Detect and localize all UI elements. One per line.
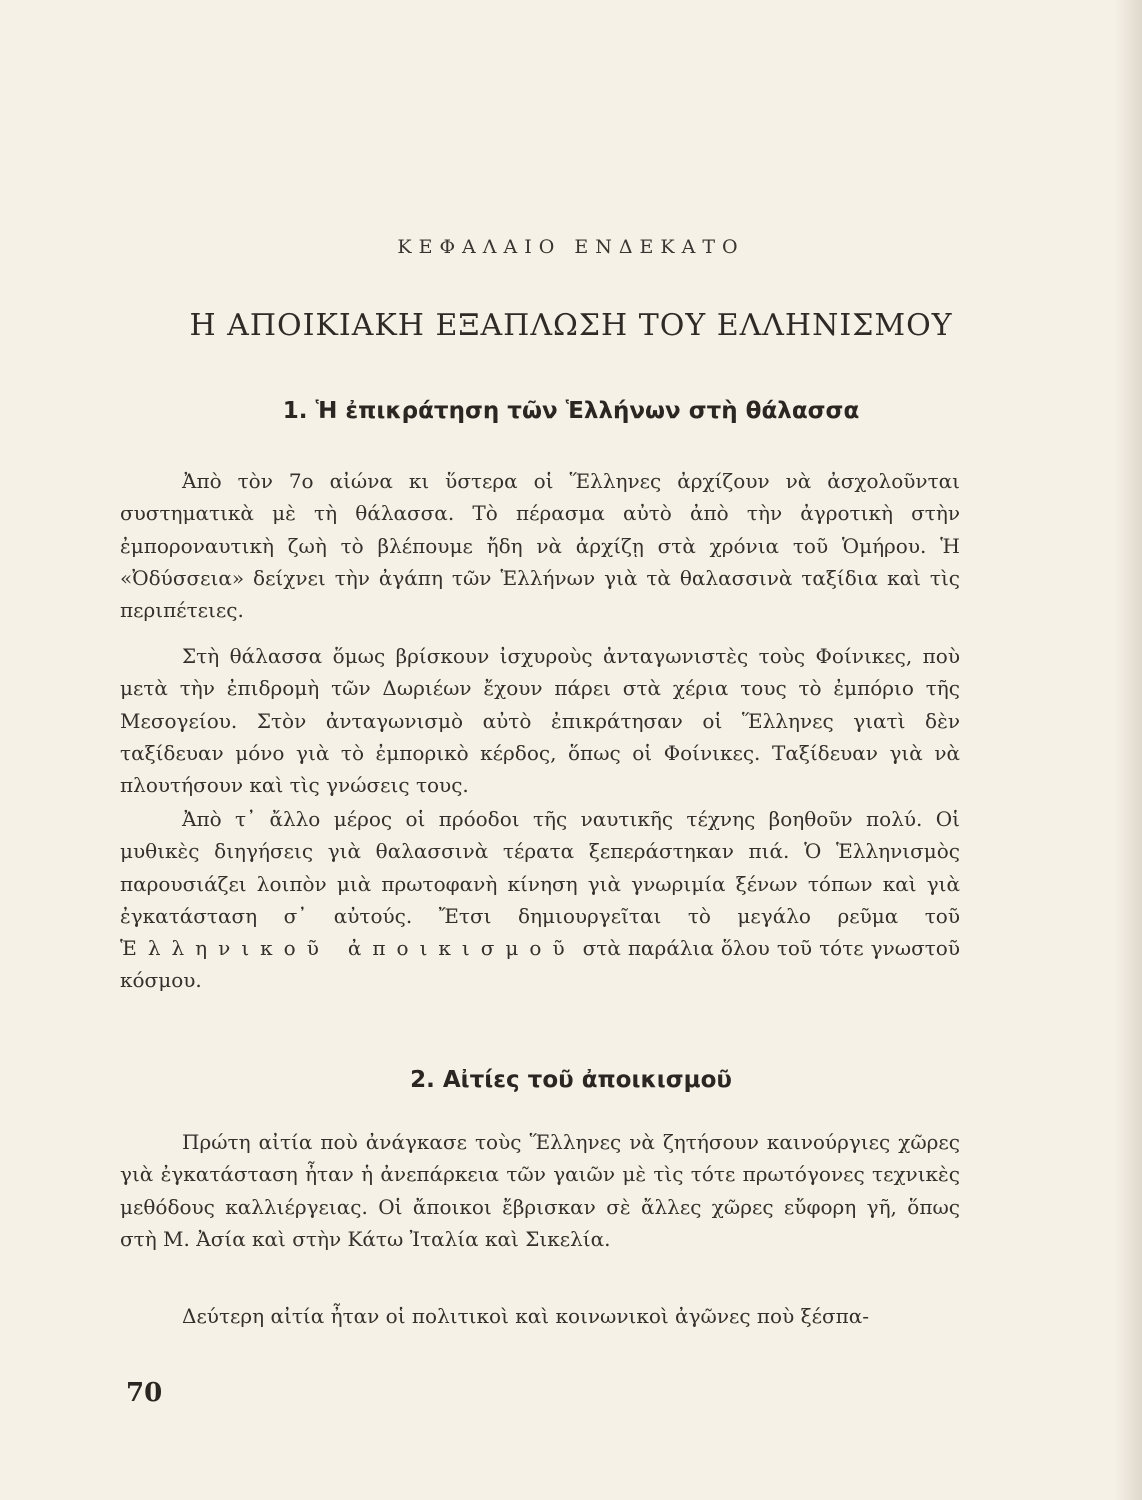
emphasized-phrase: Ἑλληνικοῦ ἀποικισμοῦ [120,936,576,961]
page-number: 70 [126,1378,163,1408]
paragraph: Στὴ θάλασσα ὅμως βρίσκουν ἰσχυροὺς ἀνταγωνιστὲς τοὺς Φοίνικες, ποὺ μετὰ τὴν ἐπιδρομὴ τῶν Δωριέων ἔχουν πάρει στὰ χέρια τους τὸ ἐμπόριο τῆς Μεσογείου. Στὸν ἀνταγωνισμὸ αὐτὸ ἐπικράτησαν οἱ Ἕλληνες γιατὶ δὲν ταξίδευαν μόνο γιὰ τὸ ἐμπορικὸ κέρδος, ὅπως οἱ Φοίνικες. Ταξίδευαν γιὰ νὰ πλουτήσουν καὶ τὶς γνώσεις τους. [120,644,960,798]
paragraph-text: Ἀπὸ τ᾽ ἄλλο μέρος οἱ πρόοδοι τῆς ναυτικῆς τέχνης βοηθοῦν πολύ. Οἱ μυθικὲς διηγήσεις γιὰ θαλασσινὰ τέρατα ξεπεράστηκαν πιά. Ὁ Ἑλληνισμὸς παρουσιάζει λοιπὸν μιὰ πρωτοφανὴ κίνηση γιὰ γνωριμία ξένων τόπων καὶ γιὰ ἐγκατάσταση σ᾽ αὐτούς. Ἔτσι δημιουργεῖται τὸ μεγάλο ρεῦμα τοῦ [120,807,960,928]
paragraph: Δεύτερη αἰτία ἦταν οἱ πολιτικοὶ καὶ κοινωνικοὶ ἀγῶνες ποὺ ξέσπα- [182,1304,870,1328]
section-heading-1: 1. Ἡ ἐπικράτηση τῶν Ἑλλήνων στὴ θάλασσα [282,398,860,424]
chapter-title: Η ΑΠΟΙΚΙΑΚΗ ΕΞΑΠΛΩΣΗ ΤΟΥ ΕΛΛΗΝΙΣΜΟΥ [189,308,953,343]
page-gutter-shadow [1114,0,1142,1500]
paragraph-text: στὰ παράλια ὅλου τοῦ τότε γνωστοῦ κόσμου. [120,936,960,993]
paragraph: Ἀπὸ τὸν 7ο αἰώνα κι ὕστερα οἱ Ἕλληνες ἀρχίζουν νὰ ἀσχολοῦνται συστηματικὰ μὲ τὴ θάλασσα. Τὸ πέρασμα αὐτὸ ἀπὸ τὴν ἀγροτικὴ στὴν ἐμποροναυτικὴ ζωὴ τὸ βλέπουμε ἤδη νὰ ἀρχίζῃ στὰ χρόνια τοῦ Ὁμήρου. Ἡ «Ὀδύσσεια» δείχνει τὴν ἀγάπη τῶν Ἑλλήνων γιὰ τὰ θαλασσινὰ ταξίδια καὶ τὶς περιπέτειες. [120,469,960,623]
paragraph [120,803,960,997]
section-heading-2: 2. Αἰτίες τοῦ ἀποικισμοῦ [410,1067,732,1093]
paragraph: Πρώτη αἰτία ποὺ ἀνάγκασε τοὺς Ἕλληνες νὰ ζητήσουν καινούργιες χῶρες γιὰ ἐγκατάσταση ἦταν ἡ ἀνεπάρκεια τῶν γαιῶν μὲ τὶς τότε πρωτόγονες τεχνικὲς μεθόδους καλλιέργειας. Οἱ ἄποικοι ἔβρισκαν σὲ ἄλλες χῶρες εὔφορη γῆ, ὅπως στὴ Μ. Ἀσία καὶ στὴν Κάτω Ἰταλία καὶ Σικελία. [120,1130,960,1251]
chapter-label: ΚΕΦΑΛΑΙΟ ΕΝΔΕΚΑΤΟ [397,236,745,258]
